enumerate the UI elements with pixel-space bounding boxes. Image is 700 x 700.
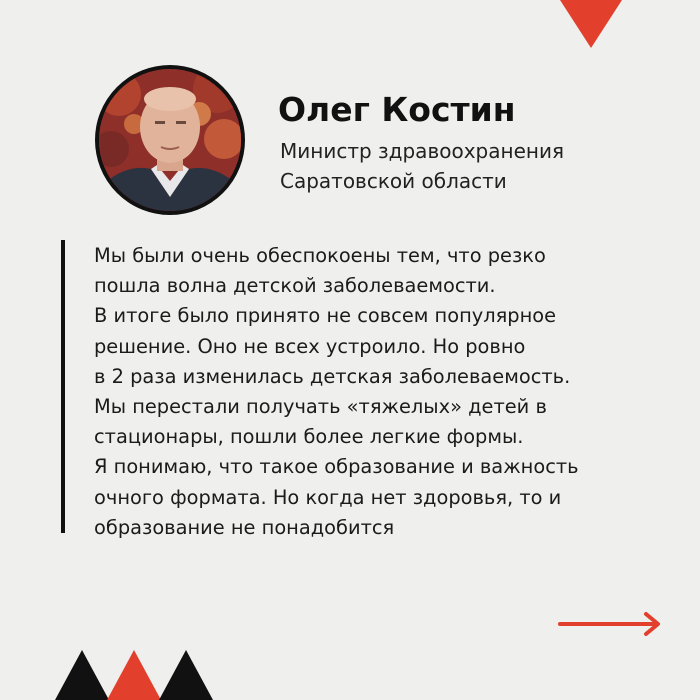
speaker-name: Олег Костин [278, 90, 516, 129]
red-triangle-icon [560, 0, 622, 48]
triangle-row-icon [55, 650, 217, 700]
quote-bar [61, 240, 65, 533]
portrait-photo [99, 69, 241, 211]
avatar [95, 65, 245, 215]
speaker-title: Министр здравоохранения Саратовской области [280, 139, 564, 193]
arrow-right-icon[interactable] [558, 611, 664, 637]
quote-text: Мы были очень обеспокоены тем, что резко пошла волна детской заболеваемости. В итоге было принято не совсем популярное решение. Оно не всех устроило. Но ровно в 2 раза изменилась детская заболеваемость. Мы перестали получать «тяжелых» детей в стационары, пошли более легкие формы. Я понимаю, что такое образование и важность очного формата. Но когда нет здоровья, то и образование не понадобится [94, 244, 579, 539]
